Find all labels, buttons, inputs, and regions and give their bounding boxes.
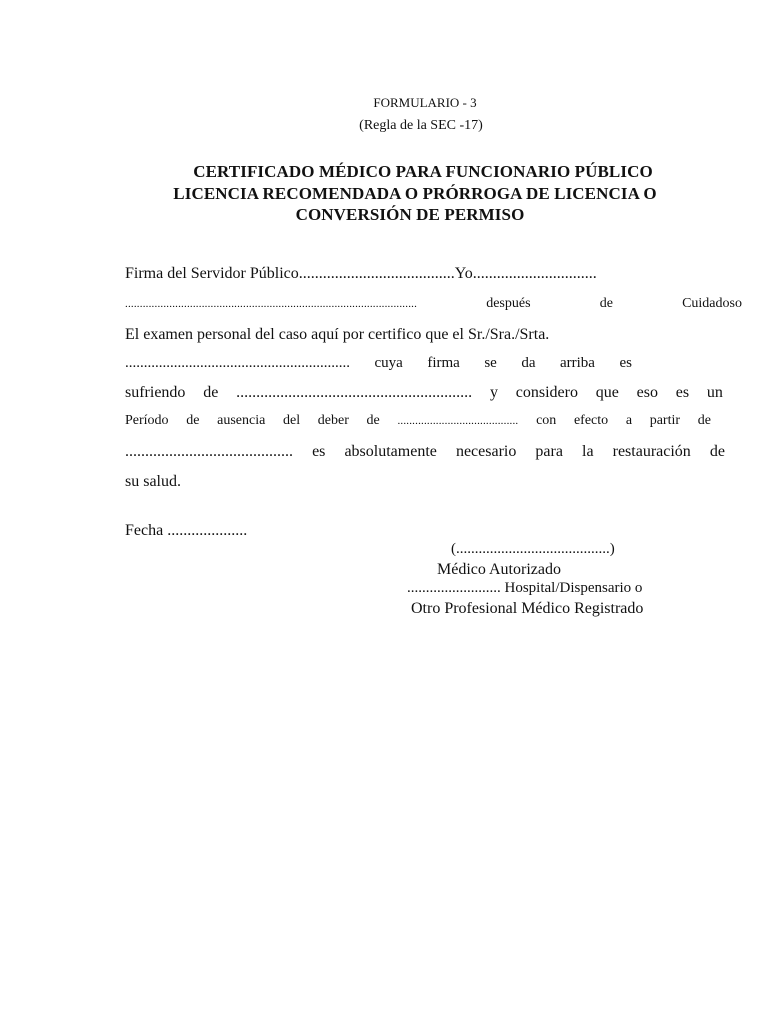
word: es — [619, 355, 632, 371]
word: cuya — [374, 355, 403, 371]
title-line-3: CONVERSIÓN DE PERMISO — [295, 205, 525, 224]
body-line-signature: Firma del Servidor Público.......................................Yo............................... — [125, 265, 597, 282]
word: considero — [515, 384, 578, 401]
word: eso — [636, 384, 658, 401]
word: de — [203, 384, 219, 401]
blank-dots: ........................................................... — [236, 384, 473, 401]
blank-dots: .......................................... — [125, 443, 293, 460]
date-field: Fecha .................... — [125, 522, 248, 539]
body-line-4 — [125, 355, 632, 372]
word: arriba — [559, 355, 595, 371]
word: de — [186, 413, 200, 428]
word: da — [521, 355, 536, 371]
title-line-1: CERTIFICADO MÉDICO PARA FUNCIONARIO PÚBLICO — [193, 162, 653, 181]
word: ausencia — [217, 413, 266, 428]
word: partir — [649, 413, 681, 428]
body-line-5 — [125, 384, 723, 402]
word: es — [312, 443, 326, 460]
hospital-line: ......................... Hospital/Dispensario o — [407, 580, 643, 596]
word: un — [706, 384, 723, 401]
word: deber — [317, 413, 349, 428]
blank-dots: ................................................................................................... — [125, 298, 418, 310]
word: Cuidadoso — [682, 296, 742, 311]
word: de — [599, 296, 613, 311]
word: y — [489, 384, 498, 401]
word: absolutamente — [344, 443, 437, 460]
word: firma — [427, 355, 460, 371]
doctor-title: Médico Autorizado — [437, 561, 561, 578]
word: restauración — [612, 443, 691, 460]
word: la — [582, 443, 594, 460]
word: a — [625, 413, 633, 428]
word: del — [283, 413, 301, 428]
word: que — [595, 384, 619, 401]
body-line-6 — [125, 413, 711, 429]
word: con — [536, 413, 557, 428]
body-line-3: El examen personal del caso aquí por certifico que el Sr./Sra./Srta. — [125, 326, 550, 343]
body-line-8: su salud. — [125, 473, 181, 490]
body-line-2 — [125, 296, 742, 312]
body-line-7 — [125, 443, 725, 461]
word: de — [697, 413, 711, 428]
word: de — [366, 413, 380, 428]
other-professional: Otro Profesional Médico Registrado — [411, 600, 644, 617]
word: para — [535, 443, 563, 460]
form-number: FORMULARIO - 3 — [373, 95, 477, 110]
blank-dots: ......................................... — [397, 415, 519, 427]
word: después — [486, 296, 531, 311]
form-rule: (Regla de la SEC -17) — [359, 118, 483, 133]
word: es — [675, 384, 690, 401]
word: Período — [125, 413, 169, 428]
word: efecto — [573, 413, 609, 428]
word: sufriendo — [125, 384, 186, 401]
title-line-2: LICENCIA RECOMENDADA O PRÓRROGA DE LICENCIA O — [173, 184, 657, 203]
blank-dots: ............................................................ — [125, 355, 350, 371]
signature-blank: (.........................................) — [451, 541, 615, 557]
word: necesario — [455, 443, 517, 460]
word: de — [709, 443, 725, 460]
word: se — [484, 355, 497, 371]
